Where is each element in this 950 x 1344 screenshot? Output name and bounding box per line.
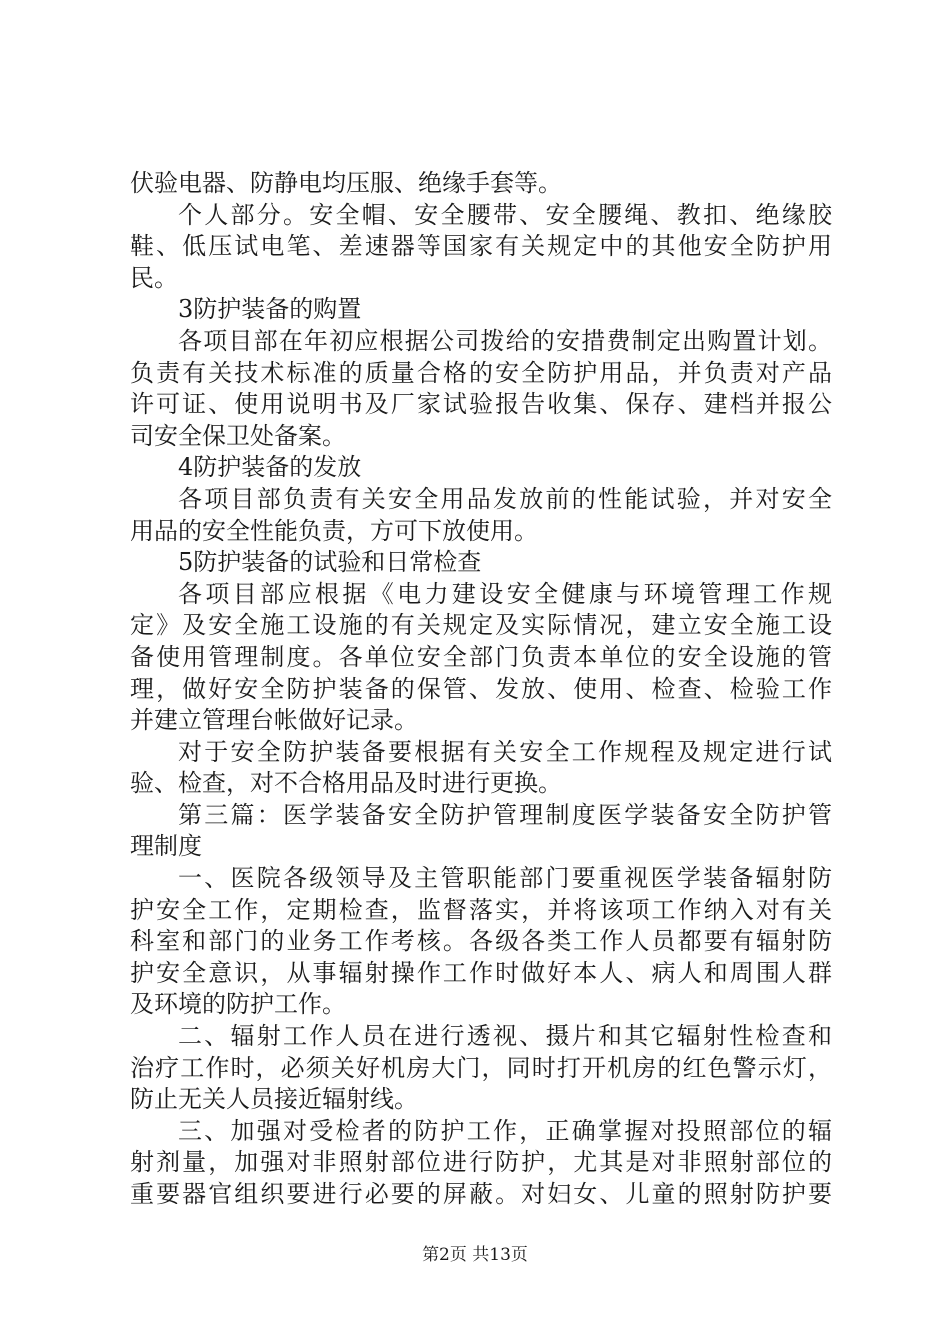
text-line: 重要器官组织要进行必要的屏蔽。对妇女、儿童的照射防护要 — [130, 1180, 832, 1208]
text-line: 许可证、使用说明书及厂家试验报告收集、保存、建档并报公 — [130, 390, 832, 419]
text-line: 伏验电器、防静电均压服、绝缘手套等。 — [130, 169, 562, 197]
text-line: 个人部分。安全帽、安全腰带、安全腰绳、教扣、绝缘胶 — [178, 200, 832, 229]
document-body — [130, 168, 832, 1211]
text-line: 各项目部应根据《电力建设安全健康与环境管理工作规 — [178, 579, 832, 608]
text-line: 用品的安全性能负责，方可下放使用。 — [130, 516, 538, 545]
text-line: 第三篇：医学装备安全防护管理制度医学装备安全防护管 — [178, 800, 832, 829]
text-line: 各项目部在年初应根据公司拨给的安措费制定出购置计划。 — [178, 326, 832, 355]
text-line: 及环境的防护工作。 — [130, 990, 346, 1019]
text-line: 护安全意识，从事辐射操作工作时做好本人、病人和周围人群 — [130, 958, 832, 987]
text-line: 科室和部门的业务工作考核。各级各类工作人员都要有辐射防 — [130, 927, 832, 956]
text-line: 验、检查，对不合格用品及时进行更换。 — [130, 769, 562, 798]
page-footer: 第2页 共13页 — [422, 1245, 528, 1265]
text-line: 民。 — [130, 263, 178, 292]
text-line: 理，做好安全防护装备的保管、发放、使用、检查、检验工作 — [130, 674, 832, 703]
text-line: 备使用管理制度。各单位安全部门负责本单位的安全设施的管 — [130, 642, 832, 671]
text-line: 二、辐射工作人员在进行透视、摄片和其它辐射性检查和 — [178, 1022, 832, 1051]
text-line: 三、加强对受检者的防护工作，正确掌握对投照部位的辐 — [178, 1116, 832, 1145]
text-line: 定》及安全施工设施的有关规定及实际情况，建立安全施工设 — [130, 611, 832, 640]
text-line: 各项目部负责有关安全用品发放前的性能试验，并对安全 — [178, 484, 832, 513]
text-line: 防止无关人员接近辐射线。 — [130, 1085, 418, 1114]
text-line: 3防护装备的购置 — [178, 295, 362, 324]
text-line: 理制度 — [130, 832, 202, 861]
text-line: 护安全工作，定期检查，监督落实，并将该项工作纳入对有关 — [130, 895, 832, 924]
text-line: 一、医院各级领导及主管职能部门要重视医学装备辐射防 — [178, 864, 832, 893]
text-line: 负责有关技术标准的质量合格的安全防护用品，并负责对产品 — [130, 358, 832, 387]
text-line: 射剂量，加强对非照射部位进行防护，尤其是对非照射部位的 — [130, 1148, 832, 1177]
text-line: 鞋、低压试电笔、差速器等国家有关规定中的其他安全防护用 — [130, 232, 832, 261]
text-line: 5防护装备的试验和日常检查 — [178, 548, 482, 577]
text-line: 并建立管理台帐做好记录。 — [130, 706, 418, 735]
text-line: 治疗工作时，必须关好机房大门，同时打开机房的红色警示灯， — [130, 1053, 832, 1082]
text-line: 司安全保卫处备案。 — [130, 421, 346, 450]
text-line: 对于安全防护装备要根据有关安全工作规程及规定进行试 — [178, 737, 832, 766]
text-line: 4防护装备的发放 — [178, 453, 362, 482]
